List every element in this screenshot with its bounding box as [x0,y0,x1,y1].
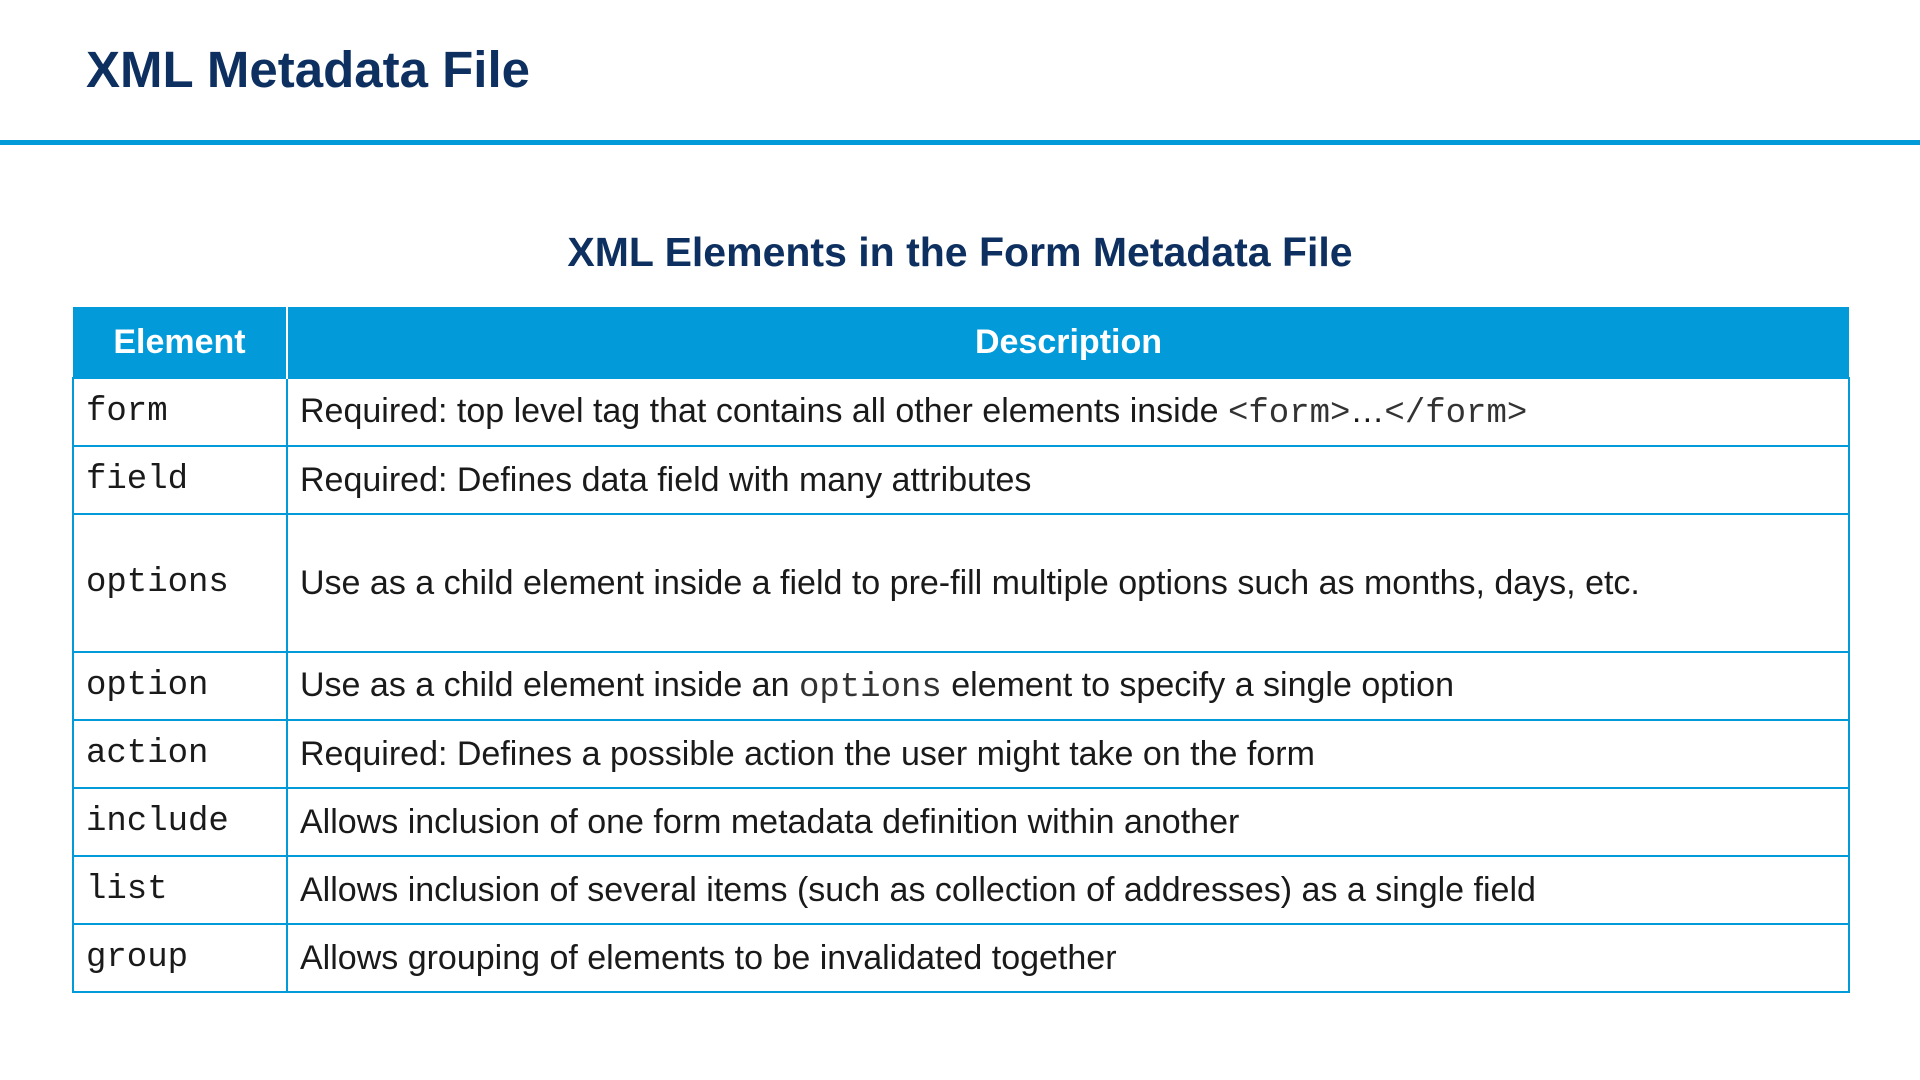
description-text: Allows inclusion of one form metadata definition within another [300,802,1240,841]
column-header-description: Description [287,307,1849,378]
inline-code: <form> [1228,394,1351,433]
table-header-row [73,307,1849,378]
slide-title: XML Metadata File [86,41,530,98]
table-row [73,788,1849,856]
element-cell: field [73,446,287,514]
description-cell [287,788,1849,856]
xml-elements-table [72,307,1850,993]
description-cell [287,652,1849,720]
description-cell [287,378,1849,446]
description-cell [287,446,1849,514]
description-text: element to specify a single option [941,665,1454,704]
description-text: Use as a child element inside a field to pre-fill multiple options such as months, days, etc. [300,563,1640,602]
description-text: Required: top level tag that contains all other elements inside [300,391,1228,430]
table-row [73,652,1849,720]
table-row [73,514,1849,652]
element-cell: include [73,788,287,856]
description-cell [287,720,1849,788]
inline-code: options [798,668,942,707]
description-text: Use as a child element inside an [300,665,799,704]
description-text: Required: Defines a possible action the user might take on the form [300,734,1315,773]
inline-code: </form> [1384,394,1528,433]
table-row [73,924,1849,992]
table-row [73,446,1849,514]
description-text: Allows inclusion of several items (such as collection of addresses) as a single field [300,870,1536,909]
table-caption: XML Elements in the Form Metadata File [567,229,1353,275]
description-cell [287,924,1849,992]
description-text: Allows grouping of elements to be invalidated together [300,938,1117,977]
element-cell: action [73,720,287,788]
description-cell [287,514,1849,652]
table-row [73,720,1849,788]
description-cell [287,856,1849,924]
title-divider [0,140,1920,145]
element-cell: options [73,514,287,652]
element-cell: option [73,652,287,720]
description-text: Required: Defines data field with many attributes [300,460,1032,499]
element-cell: group [73,924,287,992]
table-row [73,856,1849,924]
description-text: … [1350,391,1385,430]
table-row [73,378,1849,446]
element-cell: form [73,378,287,446]
element-cell: list [73,856,287,924]
column-header-element: Element [73,307,287,378]
